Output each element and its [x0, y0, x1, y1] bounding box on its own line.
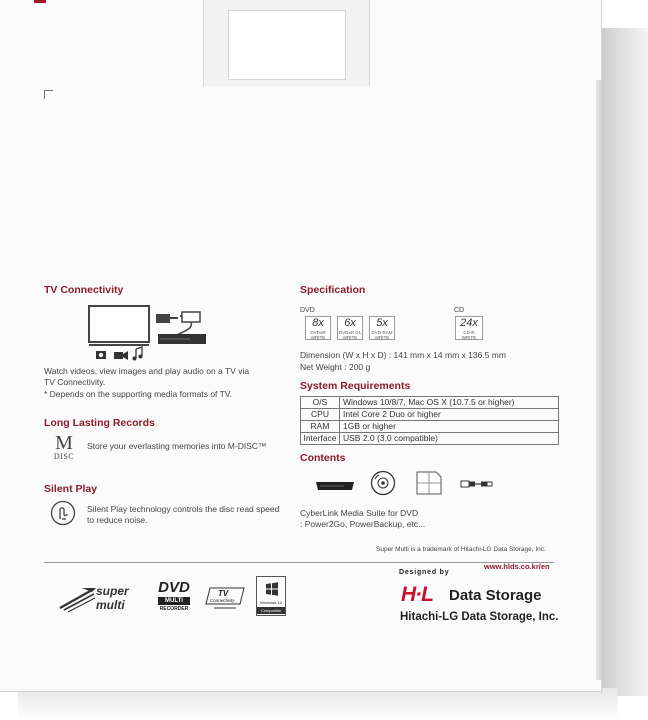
tv-logo-connectivity: Connectivity [210, 598, 235, 603]
system-requirements-table [300, 396, 559, 445]
cd-speed-box [455, 316, 483, 340]
dvd-logo-multi: MULTI [158, 597, 190, 605]
dvd-speed-value: 8x [312, 317, 324, 329]
cd-speed-value: 24x [460, 317, 478, 329]
red-edge-tick [34, 0, 46, 3]
company-name: Hitachi-LG Data Storage, Inc. [400, 611, 559, 623]
super-multi-multi: multi [96, 598, 125, 612]
silent-play-heading: Silent Play [44, 483, 98, 495]
specification-heading: Specification [300, 284, 366, 296]
table-row [301, 421, 559, 433]
cd-label: CD [454, 307, 465, 314]
tv-connectivity-logo [204, 586, 246, 612]
sysreq-value: 1GB or higher [340, 421, 559, 433]
dvd-speed-value: 6x [344, 317, 356, 329]
dvd-label: DVD [300, 307, 315, 314]
sysreq-value: Intel Core 2 Duo or higher [340, 409, 559, 421]
silent-play-desc-line1: Silent Play technology controls the disc read speed [87, 504, 280, 514]
silent-play-icon [50, 500, 76, 526]
sysreq-key: O/S [301, 397, 340, 409]
windows-logo-compatible: Compatible [257, 607, 285, 614]
dvd-multi-recorder-logo [152, 580, 196, 618]
dimension-text: Dimension (W x H x D) : 141 mm x 14 mm x 136.5 mm [300, 350, 506, 360]
tv-desc-line1: Watch videos, view images and play audio on a TV via [44, 366, 250, 376]
dvd-speed-type: DVD-RAM WRITE [371, 330, 393, 340]
dvd-speed-value: 5x [376, 317, 388, 329]
sysreq-value: USB 2.0 (3.0 compatible) [340, 433, 559, 445]
table-row [301, 433, 559, 445]
m-disc-logo-disc: DISC [53, 452, 75, 461]
table-row [301, 397, 559, 409]
tv-note: * Depends on the supporting media formats of TV. [44, 389, 233, 399]
tv-connectivity-heading: TV Connectivity [44, 284, 124, 296]
footer-divider [44, 562, 554, 563]
sysreq-key: Interface [301, 433, 340, 445]
super-multi-swoosh-icon [58, 586, 98, 614]
windows-compatible-logo [256, 576, 286, 616]
data-storage-brand: Data Storage [449, 587, 542, 604]
usb-cable-icon [460, 478, 494, 490]
net-weight-text: Net Weight : 200 g [300, 362, 371, 372]
table-row [301, 409, 559, 421]
box-right-edge [596, 80, 602, 680]
hl-brand-mark: H·L [401, 583, 433, 606]
silent-play-desc-line2: to reduce noise. [87, 515, 148, 525]
software-line1: CyberLink Media Suite for DVD [300, 508, 419, 518]
super-multi-logo [58, 582, 138, 616]
sysreq-key: CPU [301, 409, 340, 421]
dvd-logo-recorder: RECORDER [159, 606, 189, 612]
tv-desc-line2: TV Connectivity. [44, 377, 106, 387]
trademark-note: Super Multi is a trademark of Hitachi-LG Data Storage, Inc. [376, 546, 546, 553]
dvd-logo-text: DVD [158, 579, 190, 596]
box-bottom-shadow [18, 688, 618, 720]
super-multi-super: super [96, 584, 129, 598]
software-disc-icon [370, 470, 396, 496]
long-lasting-records-heading: Long Lasting Records [44, 417, 155, 429]
contents-heading: Contents [300, 452, 346, 464]
m-disc-desc: Store your everlasting memories into M-DISC™ [87, 441, 267, 451]
software-line2: : Power2Go, PowerBackup, etc... [300, 519, 426, 529]
m-disc-logo [52, 434, 76, 461]
website-url: www.hlds.co.kr/en [484, 562, 550, 571]
dvd-speed-box-3 [369, 316, 395, 340]
dvd-speed-box-1 [305, 316, 331, 340]
dvd-speed-type: DVD±R DL WRITE [338, 330, 362, 340]
dvd-speed-box-2 [337, 316, 363, 340]
cd-speed-type: CD-R WRITE [461, 330, 477, 340]
windows-icon [265, 582, 279, 596]
flap-slot [228, 10, 346, 80]
dvd-speed-type: DVD±R WRITE [310, 330, 326, 340]
designed-by-label: Designed by [399, 569, 450, 576]
manual-document-icon [414, 470, 444, 496]
m-disc-logo-m: M [55, 432, 73, 454]
corner-crop-mark [44, 90, 53, 99]
windows-logo-version: Windows 10 [260, 600, 282, 605]
tv-logo-tv: TV [218, 589, 229, 598]
dvd-drive-icon [314, 474, 356, 494]
system-requirements-heading: System Requirements [300, 380, 411, 392]
box-top-flap [203, 0, 370, 86]
box-side-shadow [600, 28, 648, 696]
sysreq-key: RAM [301, 421, 340, 433]
sysreq-value: Windows 10/8/7, Mac OS X (10.7.5 or higher) [340, 397, 559, 409]
tv-connection-icon [86, 304, 216, 362]
